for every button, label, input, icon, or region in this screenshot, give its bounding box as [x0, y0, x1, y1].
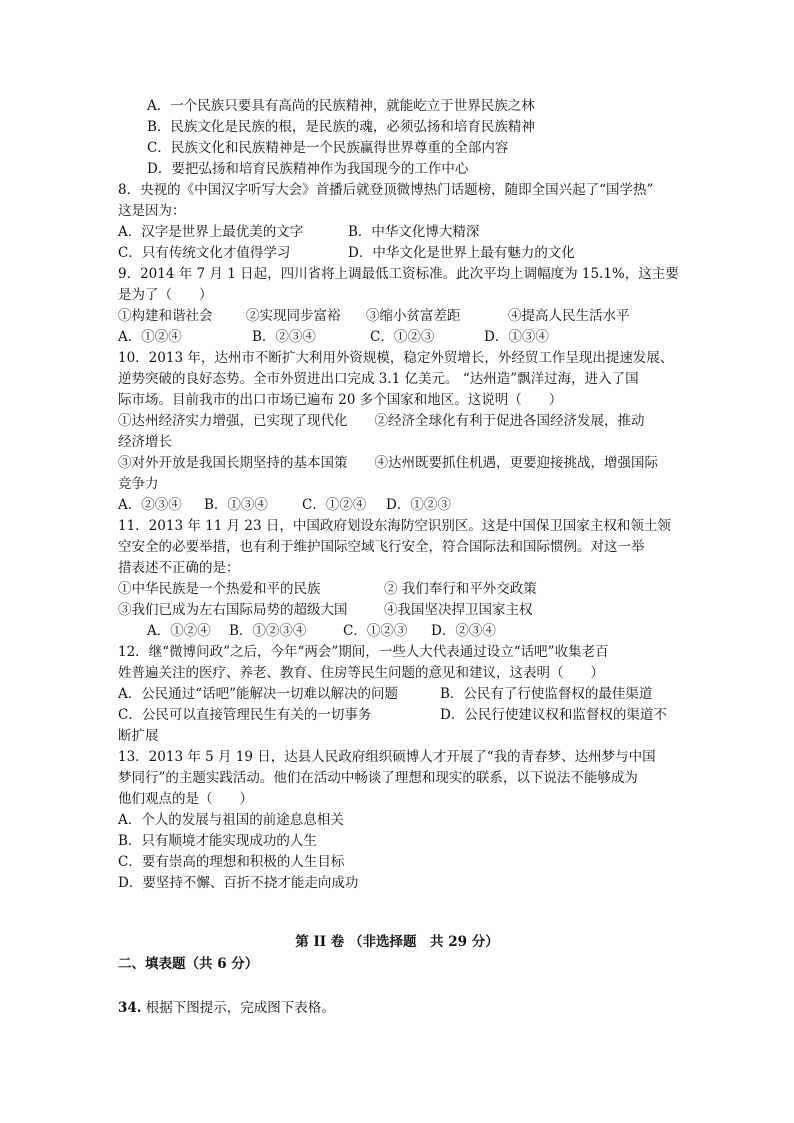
q13-stem-line-1: 13．2013 年 5 月 19 日，达县人民政府组织硕博人才开展了“我的青春梦、达州梦与中国 [118, 749, 656, 765]
q10-item-line-1: ①达州经济实力增强，已实现了现代化 ②经济全球化有利于促进各国经济发展，推动 [118, 413, 645, 429]
q11-choice-c: C．①②③ [343, 623, 408, 639]
q7-option-b: B．民族文化是民族的根，是民族的魂，必须弘扬和培育民族精神 [147, 119, 535, 135]
q8-options-row-2 [118, 243, 718, 263]
q12-stem-line-2: 姓普遍关注的医疗、养老、教育、住房等民生问题的意见和建议，这表明（ ） [118, 665, 604, 681]
q10-choice-d: D．①②③ [386, 497, 451, 513]
q9-item-2: ②实现同步富裕 [246, 308, 341, 324]
q13-option-c: C．要有崇高的理想和积极的人生目标 [118, 854, 345, 870]
q10-stem-line-2: 逆势突破的良好态势。全市外贸进出口完成 3.1 亿美元。 “达州造”飘洋过海，进入了国 [118, 371, 639, 387]
q10-choices-row [118, 495, 718, 515]
q9-item-4: ④提高人民生活水平 [508, 308, 630, 324]
q10-choice-b: B．①③④ [204, 497, 268, 513]
q8-option-c: C．只有传统文化才值得学习 [118, 245, 291, 261]
q11-items-row-2 [118, 600, 718, 620]
q10-item-line-2: 经济增长 [118, 434, 172, 450]
q11-items-row-1 [118, 579, 718, 599]
part2-title: 第 II 卷 （非选择题 共 29 分） [295, 934, 499, 950]
q9-items-row [118, 306, 718, 326]
q9-choice-c: C．①②③ [370, 329, 435, 345]
q13-option-d: D．要坚持不懈、百折不挠才能走向成功 [118, 875, 359, 891]
q11-choices-row [147, 621, 647, 641]
q11-item-1: ①中华民族是一个热爱和平的民族 [118, 581, 321, 597]
q11-stem-line-2: 空安全的必要举措，也有利于维护国际空域飞行安全，符合国际法和国际惯例。对这一举 [118, 539, 645, 555]
q12-option-a: A．公民通过“话吧”能解决一切难以解决的问题 [118, 686, 399, 702]
q9-choice-d: D．①③④ [484, 329, 549, 345]
q13-stem-line-3: 他们观点的是（ ） [118, 791, 253, 807]
q7-option-c: C．民族文化和民族精神是一个民族赢得世界尊重的全部内容 [147, 140, 509, 156]
q9-item-3: ③缩小贫富差距 [366, 308, 461, 324]
q13-option-a: A．个人的发展与祖国的前途息息相关 [118, 812, 344, 828]
q13-option-b: B．只有顺境才能实现成功的人生 [118, 833, 317, 849]
q8-option-d: D．中华文化是世界上最有魅力的文化 [348, 245, 575, 261]
q12-option-b: B．公民有了行使监督权的最佳渠道 [440, 686, 653, 702]
q10-stem-line-3: 际市场。目前我市的出口市场已遍布 20 多个国家和地区。这说明（ ） [118, 392, 563, 408]
q11-item-4: ④我国坚决捍卫国家主权 [384, 602, 533, 618]
q7-option-a: A．一个民族只要具有高尚的民族精神，就能屹立于世界民族之林 [147, 98, 535, 114]
q34-text: 根据下图提示，完成图下表格。 [141, 1000, 335, 1016]
q12-stem-line-1: 12．继“微博问政”之后，今年“两会”期间，一些人大代表通过设立“话吧”收集老百 [118, 644, 609, 660]
q8-option-a: A．汉字是世界上最优美的文字 [118, 224, 304, 240]
q34-stem [118, 998, 335, 1018]
q11-stem-line-3: 措表述不正确的是： [118, 560, 240, 576]
q12-option-d: D．公民行使建议权和监督权的渠道不 [440, 707, 667, 723]
q10-choice-c: C．①②④ [302, 497, 367, 513]
q10-choice-a: A．②③④ [118, 497, 182, 513]
q9-choices-row [118, 327, 718, 347]
q11-stem-line-1: 11．2013 年 11 月 23 日，中国政府划设东海防空识别区。这是中国保卫国家主权和领土领 [118, 518, 671, 534]
q9-stem-line-1: 9．2014 年 7 月 1 日起，四川省将上调最低工资标准。此次平均上调幅度为 15.1%，这主要 [118, 266, 679, 282]
q10-item-line-3: ③对外开放是我国长期坚持的基本国策 ④达州既要抓住机遇，更要迎接挑战，增强国际 [118, 455, 658, 471]
q12-options-row-2 [118, 705, 718, 725]
q8-stem-line-1: 8．央视的《中国汉字听写大会》首播后就登顶微博热门话题榜，随即全国兴起了“国学热” [118, 182, 654, 198]
q10-item-line-4: 竞争力 [118, 476, 159, 492]
q9-item-1: ①构建和谐社会 [118, 308, 213, 324]
q7-option-d: D．要把弘扬和培育民族精神作为我国现今的工作中心 [147, 161, 469, 177]
q9-choice-b: B．②③④ [252, 329, 316, 345]
q8-stem-line-2: 这是因为： [118, 203, 186, 219]
q12-option-c: C．公民可以直接管理民生有关的一切事务 [118, 707, 372, 723]
q13-stem-line-2: 梦同行”的主题实践活动。他们在活动中畅谈了理想和现实的联系，以下说法不能够成为 [118, 770, 638, 786]
q9-stem-line-2: 是为了（ ） [118, 287, 213, 303]
q10-stem-line-1: 10．2013 年，达州市不断扩大利用外资规模，稳定外贸增长，外经贸工作呈现出提速发展、 [118, 350, 674, 366]
q9-choice-a: A．①②④ [118, 329, 182, 345]
q12-option-d-continued: 断扩展 [118, 728, 159, 744]
q11-choice-d: D．②③④ [431, 623, 496, 639]
q34-number: 34. [118, 1000, 142, 1016]
q11-item-2: ② 我们奉行和平外交政策 [384, 581, 537, 597]
q11-item-3: ③我们已成为左右国际局势的超级大国 [118, 602, 348, 618]
section-fill-table-heading: 二、填表题（共 6 分） [118, 956, 259, 972]
q8-options-row-1 [118, 222, 718, 242]
q11-choice-a: A．①②④ [147, 623, 211, 639]
q12-options-row-1 [118, 684, 718, 704]
q8-option-b: B．中华文化博大精深 [348, 224, 480, 240]
q11-choice-b: B．①②③④ [229, 623, 307, 639]
